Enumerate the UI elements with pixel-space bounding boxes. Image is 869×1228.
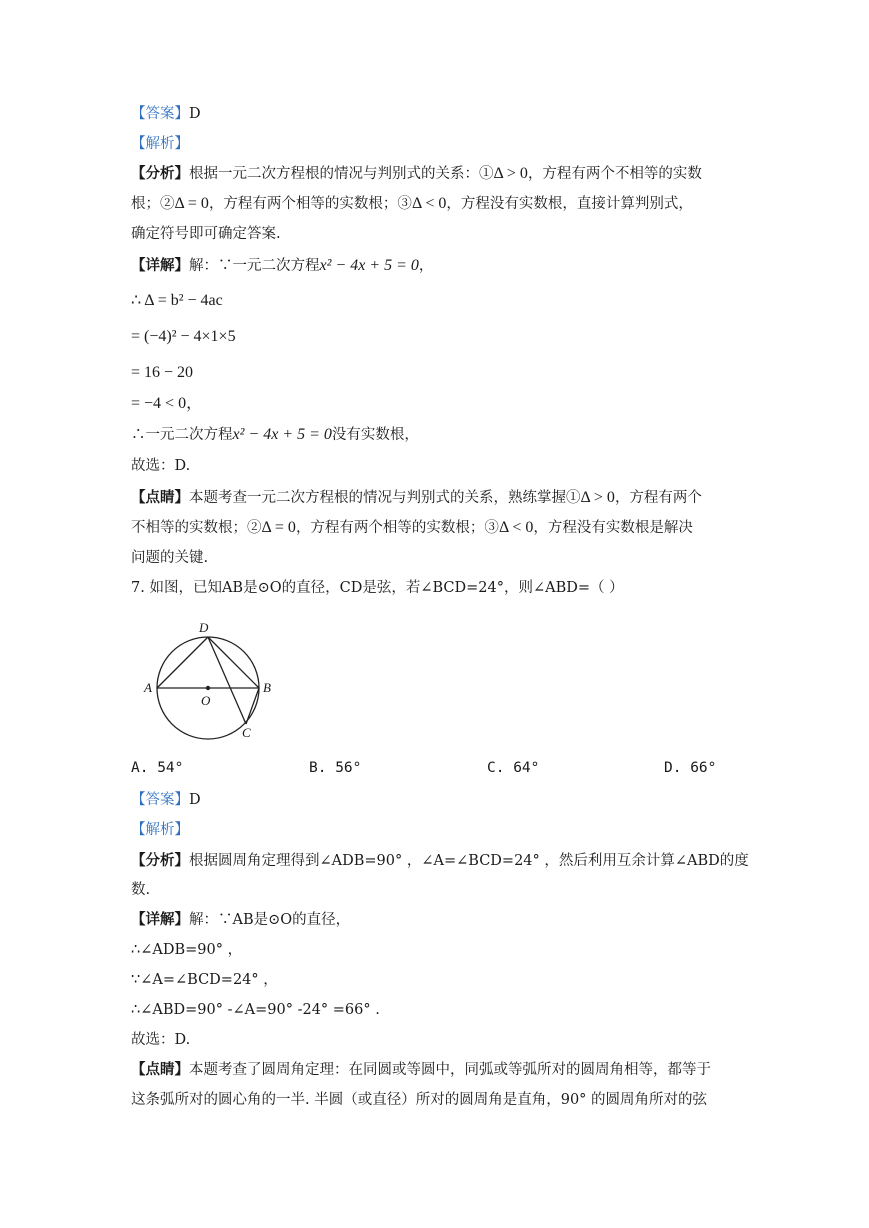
dianjing-text: 不相等的实数根；② xyxy=(131,520,262,536)
q7-xiangjie-line2: ∴∠ADB=90° ， xyxy=(131,942,243,958)
q6-xiangjie-line xyxy=(131,256,433,276)
q7-dianjing-line2: 这条弧所对的圆心角的一半. 半圆（或直径）所对的圆周角是直角，90° 的圆周角所对的弦 xyxy=(131,1092,708,1108)
label-a: A xyxy=(144,680,152,695)
q7-xiangjie-line4: ∴∠ABD=90° -∠A=90° -24° =66° . xyxy=(131,1002,380,1018)
fenxi-tag: 【分析】 xyxy=(131,165,189,182)
dianjing-tag: 【点睛】 xyxy=(131,489,189,506)
option-a: A. 54° xyxy=(131,760,184,776)
fenxi-text: ，方程有两个不相等的实数 xyxy=(527,166,702,182)
circle-figure xyxy=(140,615,280,745)
q7-choice: 故选：D. xyxy=(131,1032,191,1048)
conclusion-text: 没有实数根， xyxy=(331,427,419,443)
q7-answer-line xyxy=(131,790,201,810)
q6-dianjing-line1 xyxy=(131,488,702,508)
delta-condition: Δ = 0 xyxy=(261,519,296,536)
answer-tag: 【答案】 xyxy=(131,106,189,122)
answer-value: D xyxy=(189,792,201,808)
delta-condition: Δ > 0 xyxy=(580,489,615,506)
dianjing-text: ，方程有两个相等的实数根；③ xyxy=(295,520,499,536)
xiangjie-text: 解：∵AB是⊙O的直径， xyxy=(189,912,351,928)
delta-condition: Δ = 0 xyxy=(174,195,209,212)
q6-fenxi-line3 xyxy=(131,224,281,244)
chord-ad xyxy=(157,637,208,688)
fenxi-text: 根；② xyxy=(131,196,175,212)
label-c: C xyxy=(242,725,251,740)
q6-dianjing-line3: 问题的关键. xyxy=(131,550,209,566)
q7-question: 7. 如图，已知AB是⊙O的直径，CD是弦，若∠BCD=24°，则∠ABD=（ ） xyxy=(131,580,624,596)
option-d: D. 66° xyxy=(664,760,717,776)
delta-condition: Δ > 0 xyxy=(493,165,528,182)
q6-step1: ∴ Δ = b² − 4ac xyxy=(131,292,223,309)
fenxi-tag: 【分析】 xyxy=(131,852,189,869)
q6-choice: 故选：D. xyxy=(131,458,191,474)
q6-conclusion xyxy=(131,425,419,445)
q7-fenxi-line1 xyxy=(131,851,749,871)
xiangjie-tag: 【详解】 xyxy=(131,257,189,274)
fenxi-text: 根据一元二次方程根的情况与判别式的关系：① xyxy=(189,166,494,182)
conclusion-text: ∴一元二次方程 xyxy=(131,427,233,443)
xiangjie-tag: 【详解】 xyxy=(131,911,189,928)
dianjing-tag: 【点睛】 xyxy=(131,1061,189,1078)
q6-step4: = −4 < 0， xyxy=(131,395,203,412)
chord-bc xyxy=(246,688,259,724)
q6-analysis-line xyxy=(131,134,189,154)
fenxi-text: 确定符号即可确定答案. xyxy=(131,226,281,242)
label-b: B xyxy=(263,680,271,695)
q7-analysis-line xyxy=(131,820,189,840)
option-b: B. 56° xyxy=(309,760,362,776)
q7-xiangjie-line3: ∵∠A=∠BCD=24° ， xyxy=(131,972,278,988)
dianjing-text: 本题考查了圆周角定理：在同圆或等圆中，同弧或等弧所对的圆周角相等，都等于 xyxy=(189,1062,711,1078)
dianjing-text: 本题考查一元二次方程根的情况与判别式的关系，熟练掌握① xyxy=(189,490,581,506)
fenxi-text: ，方程没有实数根，直接计算判别式， xyxy=(446,196,693,212)
fenxi-text: ，方程有两个相等的实数根；③ xyxy=(208,196,412,212)
xiangjie-text: 解：∵一元二次方程 xyxy=(189,258,320,274)
option-c: C. 64° xyxy=(487,760,540,776)
fenxi-text: 根据圆周角定理得到∠ADB=90° ，∠A=∠BCD=24° ，然后利用互余计算∠ABD的度 xyxy=(189,853,749,869)
q6-answer-line xyxy=(131,104,201,124)
analysis-tag: 【解析】 xyxy=(131,136,189,152)
analysis-tag: 【解析】 xyxy=(131,822,189,838)
answer-value: D xyxy=(189,106,201,122)
chord-db xyxy=(208,637,259,688)
comma: ， xyxy=(418,258,434,274)
q6-fenxi-line1 xyxy=(131,164,702,184)
q6-step3: = 16 − 20 xyxy=(131,364,194,381)
center-point xyxy=(206,686,210,690)
answer-tag: 【答案】 xyxy=(131,792,189,808)
equation: x² − 4x + 5 = 0 xyxy=(232,426,332,443)
delta-condition: Δ < 0 xyxy=(498,519,534,536)
q6-fenxi-line2 xyxy=(131,194,693,214)
label-d: D xyxy=(199,620,209,635)
q7-xiangjie-line1 xyxy=(131,910,350,930)
chord-dc xyxy=(208,637,246,724)
dianjing-text: ，方程没有实数根是解决 xyxy=(533,520,693,536)
equation: x² − 4x + 5 = 0 xyxy=(319,257,419,274)
q7-fenxi-line2: 数. xyxy=(131,882,151,898)
label-o: O xyxy=(201,693,211,708)
q7-dianjing-line1 xyxy=(131,1060,711,1080)
dianjing-text: ，方程有两个 xyxy=(614,490,702,506)
q6-dianjing-line2 xyxy=(131,518,693,538)
delta-condition: Δ < 0 xyxy=(411,195,447,212)
q6-step2: = (−4)² − 4×1×5 xyxy=(131,328,236,345)
